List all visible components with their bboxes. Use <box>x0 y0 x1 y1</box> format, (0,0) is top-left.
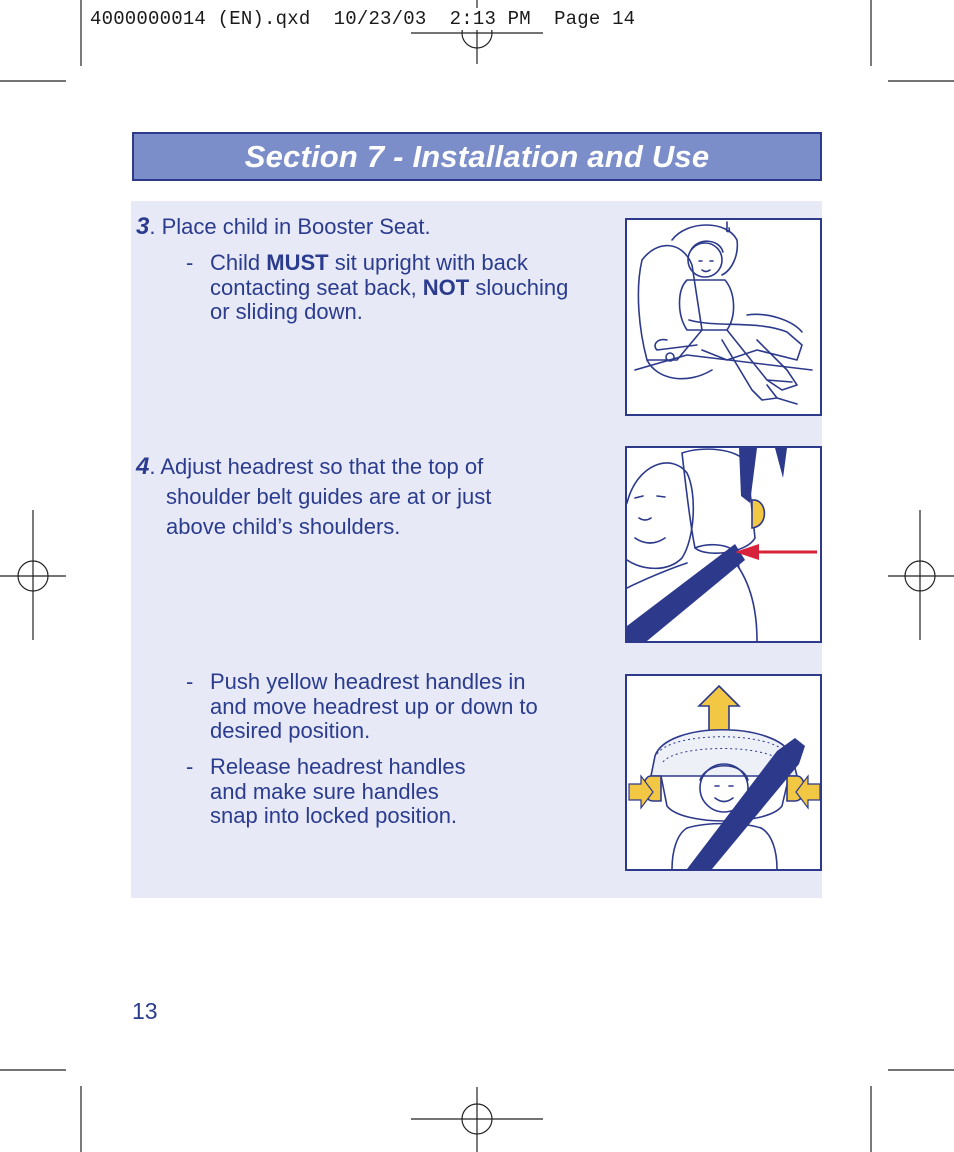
section-title-banner <box>132 132 822 181</box>
bullet-dash: - <box>186 669 194 694</box>
step-text: shoulder belt guides are at or just <box>166 484 492 509</box>
figure-headrest-shoulder-belt <box>625 446 822 643</box>
bullet-line: Release headrest handles <box>210 754 466 779</box>
step-text: . Place child in Booster Seat. <box>149 214 431 239</box>
bullet-line: Push yellow headrest handles in <box>210 669 526 694</box>
step-3-bullet <box>186 251 616 331</box>
step-text: above child’s shoulders. <box>166 514 401 539</box>
page-number: 13 <box>132 998 158 1024</box>
step-number: 4 <box>136 453 150 480</box>
bullet-line: and make sure handles <box>210 778 439 804</box>
bullet-line <box>210 251 528 276</box>
text-run: Child <box>210 250 267 275</box>
text-run: sit upright with back <box>328 250 528 275</box>
emphasis-must: MUST <box>266 250 329 275</box>
figure-headrest-handles <box>625 674 822 871</box>
step-4 <box>136 452 491 542</box>
step-text: . Adjust headrest so that the top of <box>149 454 484 479</box>
step-4-bullet-release <box>186 755 606 835</box>
bullet-line <box>210 276 568 301</box>
step-number: 3 <box>136 213 150 240</box>
bullet-line: desired position. <box>210 718 371 743</box>
bullet-dash: - <box>186 250 194 275</box>
text-run: contacting seat back, <box>210 274 423 300</box>
bullet-line: or sliding down. <box>210 299 363 324</box>
bullet-dash: - <box>186 754 194 779</box>
print-slug: 4000000014 (EN).qxd 10/23/03 2:13 PM Page 14 <box>90 8 636 30</box>
headrest-closeup-illustration <box>627 448 820 641</box>
text-run: slouching <box>469 274 569 300</box>
child-seated-illustration <box>627 220 820 414</box>
step-4-bullet-push <box>186 670 606 750</box>
headrest-handles-illustration <box>627 676 820 869</box>
figure-child-in-booster-seat <box>625 218 822 416</box>
bullet-line: and move headrest up or down to <box>210 693 538 719</box>
emphasis-not: NOT <box>422 274 470 300</box>
section-title: Section 7 - Installation and Use <box>244 138 710 174</box>
bullet-line: snap into locked position. <box>210 803 458 828</box>
step-3 <box>136 212 431 242</box>
